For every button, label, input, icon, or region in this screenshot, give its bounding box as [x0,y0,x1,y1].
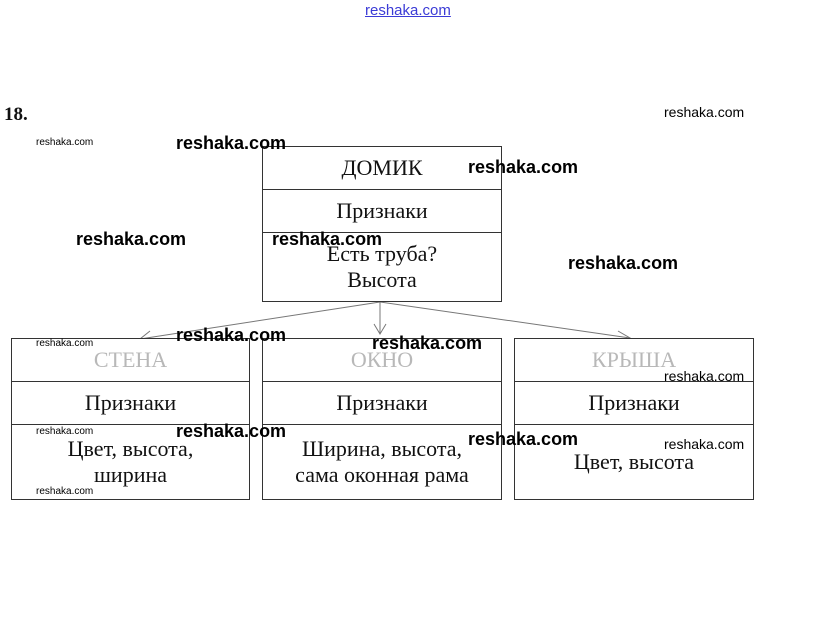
watermark: reshaka.com [664,104,745,120]
watermark: reshaka.com [36,137,94,148]
wall-attribute-line1: Цвет, высота, [67,436,194,461]
child-title-wall: СТЕНА [12,339,249,382]
watermark: reshaka.com [468,429,579,449]
watermark: reshaka.com [36,426,94,437]
child-box-window [262,338,502,500]
header-site-link[interactable]: reshaka.com [365,2,451,19]
child-attributes-window [263,425,501,499]
task-number: 18. [4,104,28,125]
watermark: reshaka.com [36,338,94,349]
watermark: reshaka.com [176,133,287,153]
watermark: reshaka.com [568,253,679,273]
watermark: reshaka.com [372,333,483,353]
window-attribute-line2: сама оконная рама [295,462,469,487]
root-title: ДОМИК [263,147,501,190]
child-section-label-roof: Признаки [515,382,753,425]
watermark: reshaka.com [664,368,745,384]
window-attribute-line1: Ширина, высота, [301,436,463,461]
root-box-domik [262,146,502,302]
child-title-window: ОКНО [263,339,501,382]
wall-attribute-line2: ширина [93,462,168,487]
roof-attribute-line1: Цвет, высота [573,449,695,474]
watermark: reshaka.com [272,229,383,249]
child-box-roof [514,338,754,500]
root-attribute-line1: Есть труба? [326,241,438,266]
child-section-label-wall: Признаки [12,382,249,425]
watermark: reshaka.com [468,157,579,177]
child-section-label-window: Признаки [263,382,501,425]
watermark: reshaka.com [664,436,745,452]
watermark: reshaka.com [76,229,187,249]
watermark: reshaka.com [176,325,287,345]
watermark: reshaka.com [176,421,287,441]
child-title-roof: КРЫША [515,339,753,382]
watermark: reshaka.com [36,486,94,497]
child-box-wall [11,338,250,500]
root-section-label: Признаки [263,190,501,233]
root-attribute-line2: Высота [347,267,417,292]
